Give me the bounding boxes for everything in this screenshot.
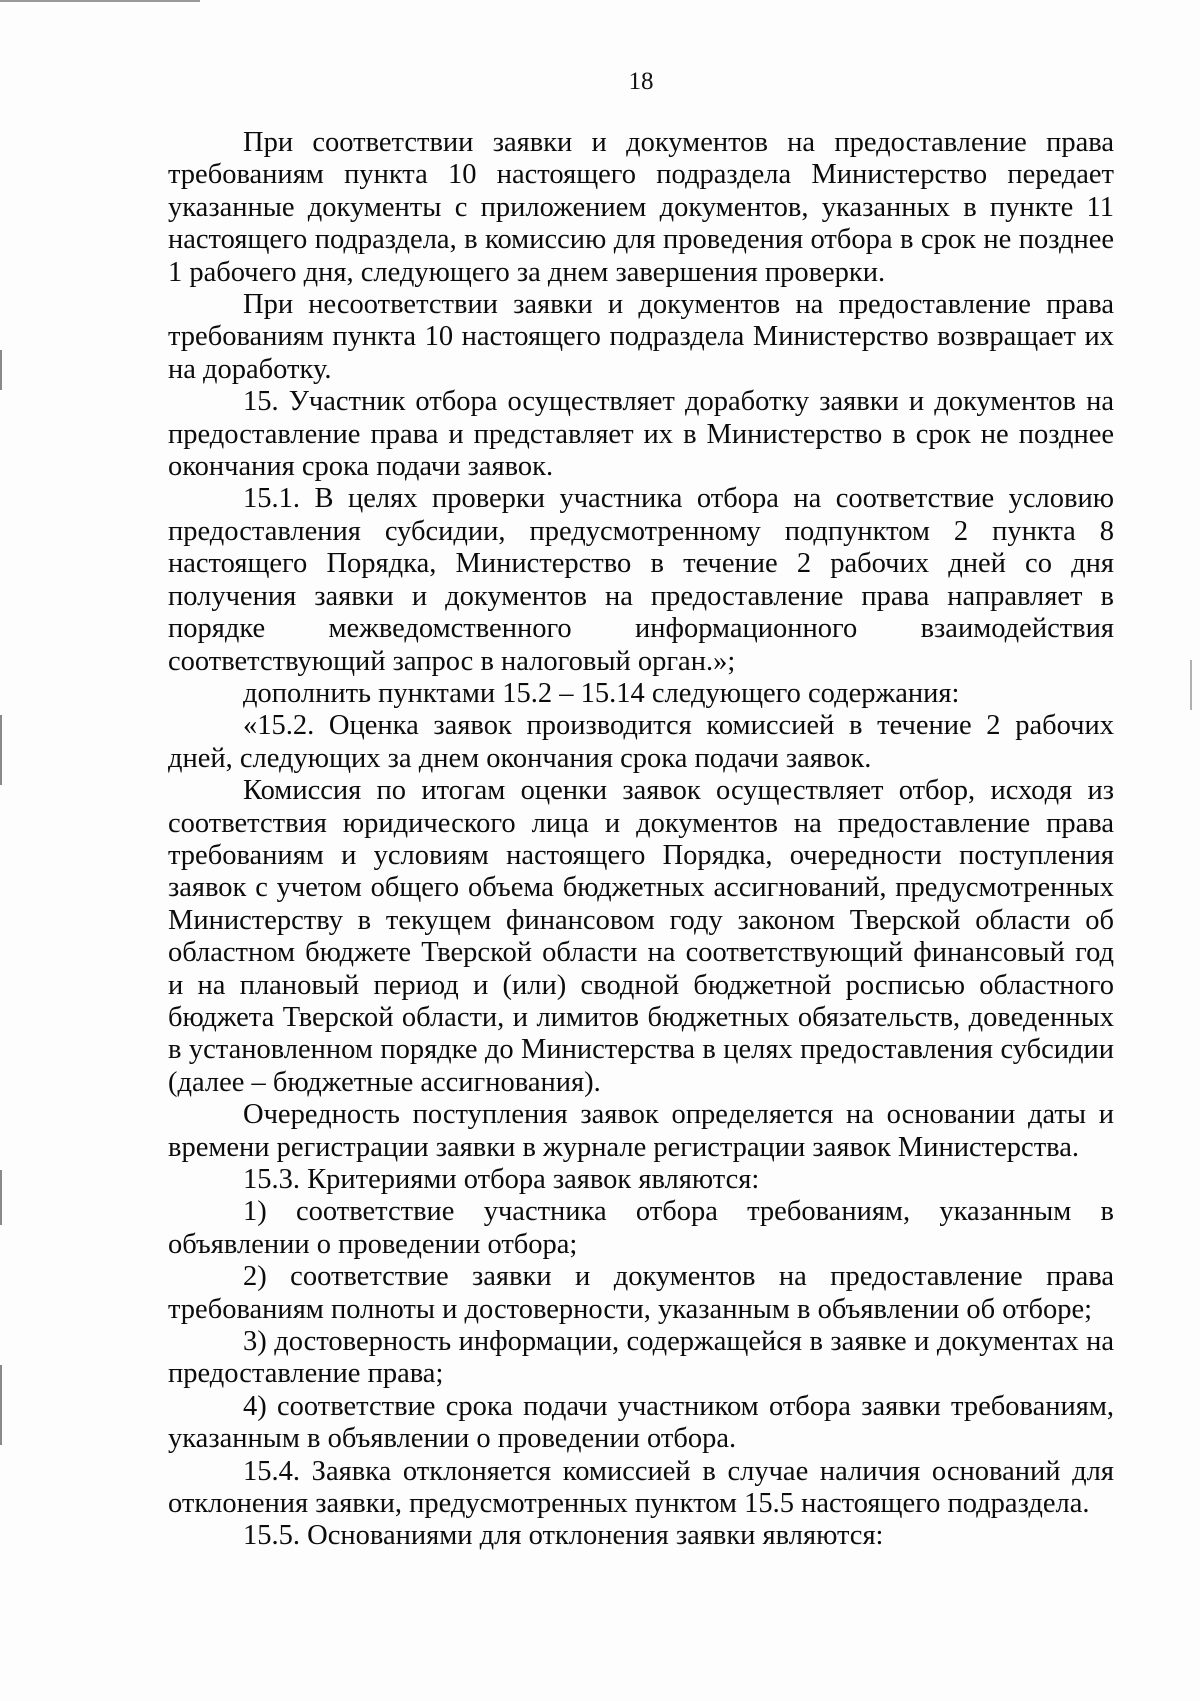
paragraph: 15.1. В целях проверки участника отбора на соответствие условию предоставления субсидии, предусмотренному подпунктом 2 пункта 8 настоящего Порядка, Министерство в течение 2 рабочих дней со дня получения заявки и документов на предоставление права направляет в порядке межведомственного информационного взаимодействия соответствующий запрос в налоговый орган.»; xyxy=(168,483,1114,677)
paragraph: 15. Участник отбора осуществляет доработку заявки и документов на предоставление права и представляет их в Министерство в срок не позднее окончания срока подачи заявок. xyxy=(168,386,1114,483)
paragraph: 15.3. Критериями отбора заявок являются: xyxy=(243,1164,760,1195)
paragraph: При несоответствии заявки и документов на предоставление права требованиям пункта 10 настоящего подраздела Министерство возвращает их на доработку. xyxy=(168,289,1114,385)
scan-edge-left-mark xyxy=(0,1365,2,1445)
scan-edge-top xyxy=(0,0,200,2)
page-number: 18 xyxy=(628,68,654,95)
paragraph: 3) достоверность информации, содержащейся в заявке и документах на предоставление права; xyxy=(168,1326,1114,1390)
paragraph: 2) соответствие заявки и документов на предоставление права требованиям полноты и достоверности, указанным в объявлении об отборе; xyxy=(168,1261,1114,1325)
scan-edge-left-mark xyxy=(0,350,2,390)
paragraph: 1) соответствие участника отбора требованиям, указанным в объявлении о проведении отбора; xyxy=(168,1196,1114,1260)
paragraph: 15.5. Основаниями для отклонения заявки являются: xyxy=(243,1520,884,1552)
scan-edge-left-mark xyxy=(0,1170,2,1225)
paragraph: Очередность поступления заявок определяется на основании даты и времени регистрации заявки в журнале регистрации заявок Министерства. xyxy=(168,1099,1114,1163)
paragraph: 15.4. Заявка отклоняется комиссией в случае наличия оснований для отклонения заявки, предусмотренных пунктом 15.5 настоящего подраздела. xyxy=(168,1455,1114,1520)
paragraph: Комиссия по итогам оценки заявок осуществляет отбор, исходя из соответствия юридического лица и документов на предоставление права требованиям и условиям настоящего Порядка, очередности поступления заявок с учетом общего объема бюджетных ассигнований, предусмотренных Министерству в текущем финансовом году законом Тверской области об областном бюджете Тверской области на соответствующий финансовый год и на плановый период и (или) сводной бюджетной росписью областного бюджета Тверской области, и лимитов бюджетных обязательств, доведенных в установленном порядке до Министерства в целях предоставления субсидии (далее – бюджетные ассигнования). xyxy=(168,775,1114,1098)
paragraph: «15.2. Оценка заявок производится комиссией в течение 2 рабочих дней, следующих за днем окончания срока подачи заявок. xyxy=(168,710,1114,774)
scan-edge-right-mark xyxy=(1190,660,1192,710)
document-body xyxy=(168,127,1114,1553)
scan-edge-left-mark xyxy=(0,715,2,785)
paragraph: 4) соответствие срока подачи участником отбора заявки требованиям, указанным в объявлении о проведении отбора. xyxy=(168,1390,1114,1455)
paragraph: дополнить пунктами 15.2 – 15.14 следующего содержания: xyxy=(243,677,960,709)
paragraph: При соответствии заявки и документов на предоставление права требованиям пункта 10 настоящего подраздела Министерство передает указанные документы с приложением документов, указанных в пункте 11 настоящего подраздела, в комиссию для проведения отбора в срок не позднее 1 рабочего дня, следующего за днем завершения проверки. xyxy=(168,127,1114,288)
